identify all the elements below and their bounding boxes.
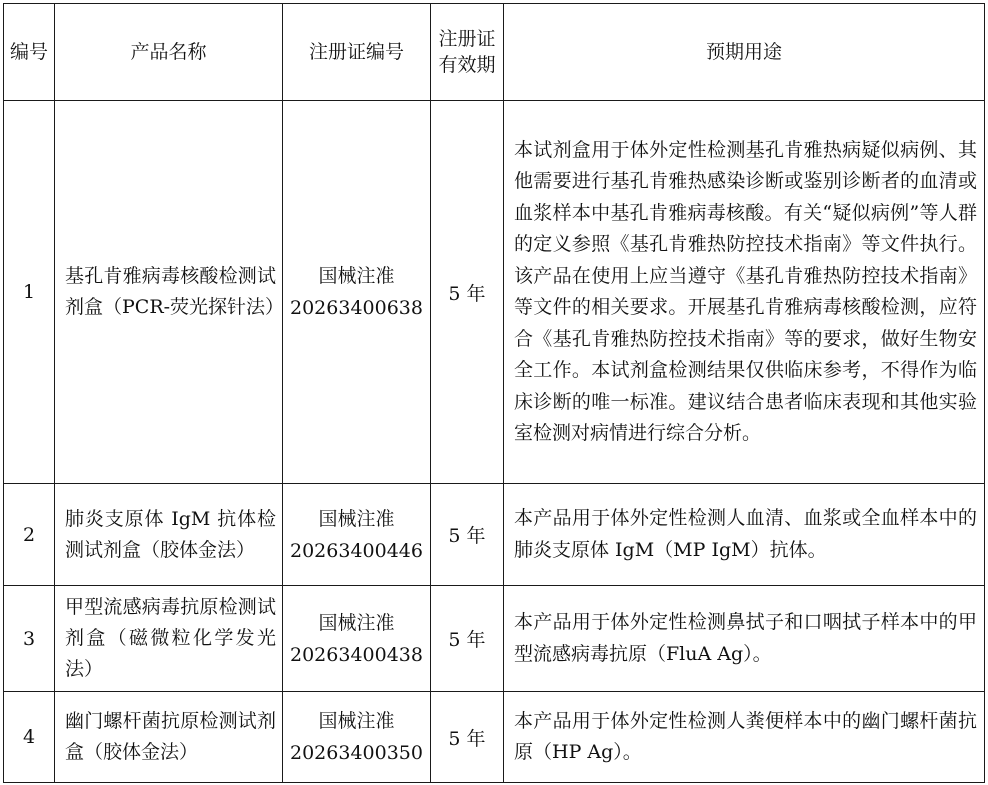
- header-row: [4, 4, 985, 101]
- row-number: 1: [4, 101, 55, 484]
- registration-prefix: 国械注准: [318, 710, 395, 732]
- header-intended-use: 预期用途: [504, 4, 985, 101]
- product-name: 幽门螺杆菌抗原检测试剂盒（胶体金法）: [55, 692, 283, 783]
- registration-cell: [283, 101, 431, 484]
- header-registration-number: 注册证编号: [283, 4, 431, 101]
- validity-term: 5 年: [431, 484, 504, 586]
- intended-use: 本试剂盒用于体外定性检测基孔肯雅热病疑似病例、其他需要进行基孔肯雅热感染诊断或鉴别诊断者的血清或血浆样本中基孔肯雅病毒核酸。有关“疑似病例”等人群的定义参照《基孔肯雅热防控技术指南》等文件执行。该产品在使用上应当遵守《基孔肯雅热防控技术指南》等文件的相关要求。开展基孔肯雅病毒核酸检测，应符合《基孔肯雅热防控技术指南》等的要求，做好生物安全工作。本试剂盒检测结果仅供临床参考，不得作为临床诊断的唯一标准。建议结合患者临床表现和其他实验室检测对病情进行综合分析。: [504, 101, 985, 484]
- registration-number: 20263400446: [290, 539, 423, 562]
- intended-use: 本产品用于体外定性检测鼻拭子和口咽拭子样本中的甲型流感病毒抗原（FluA Ag）。: [504, 586, 985, 692]
- registration-prefix: 国械注准: [318, 507, 395, 530]
- header-product-name: 产品名称: [55, 4, 283, 101]
- table-row: [4, 101, 985, 484]
- intended-use: 本产品用于体外定性检测人血清、血浆或全血样本中的肺炎支原体 IgM（MP IgM）抗体。: [504, 484, 985, 586]
- registration-cell: [283, 484, 431, 586]
- registration-number: 20263400350: [290, 742, 423, 764]
- registration-prefix: 国械注准: [318, 611, 395, 634]
- table-row: [4, 586, 985, 692]
- header-validity-term: 注册证有效期: [431, 4, 504, 101]
- table-row: [4, 484, 985, 586]
- registration-number: 20263400438: [290, 643, 423, 666]
- row-number: 4: [4, 692, 55, 783]
- registration-cell: [283, 692, 431, 783]
- header-no: 编号: [4, 4, 55, 101]
- validity-term: 5 年: [431, 101, 504, 484]
- row-number: 2: [4, 484, 55, 586]
- product-name: 肺炎支原体 IgM 抗体检测试剂盒（胶体金法）: [55, 484, 283, 586]
- product-name: 基孔肯雅病毒核酸检测试剂盒（PCR-荧光探针法）: [55, 101, 283, 484]
- intended-use: 本产品用于体外定性检测人粪便样本中的幽门螺杆菌抗原（HP Ag）。: [504, 692, 985, 783]
- row-number: 3: [4, 586, 55, 692]
- registration-cell: [283, 586, 431, 692]
- validity-term: 5 年: [431, 586, 504, 692]
- registration-table: [3, 3, 985, 783]
- registration-prefix: 国械注准: [318, 265, 395, 287]
- table-row: [4, 692, 985, 783]
- product-name: 甲型流感病毒抗原检测试剂盒（磁微粒化学发光法）: [55, 586, 283, 692]
- validity-term: 5 年: [431, 692, 504, 783]
- registration-number: 20263400638: [290, 297, 423, 319]
